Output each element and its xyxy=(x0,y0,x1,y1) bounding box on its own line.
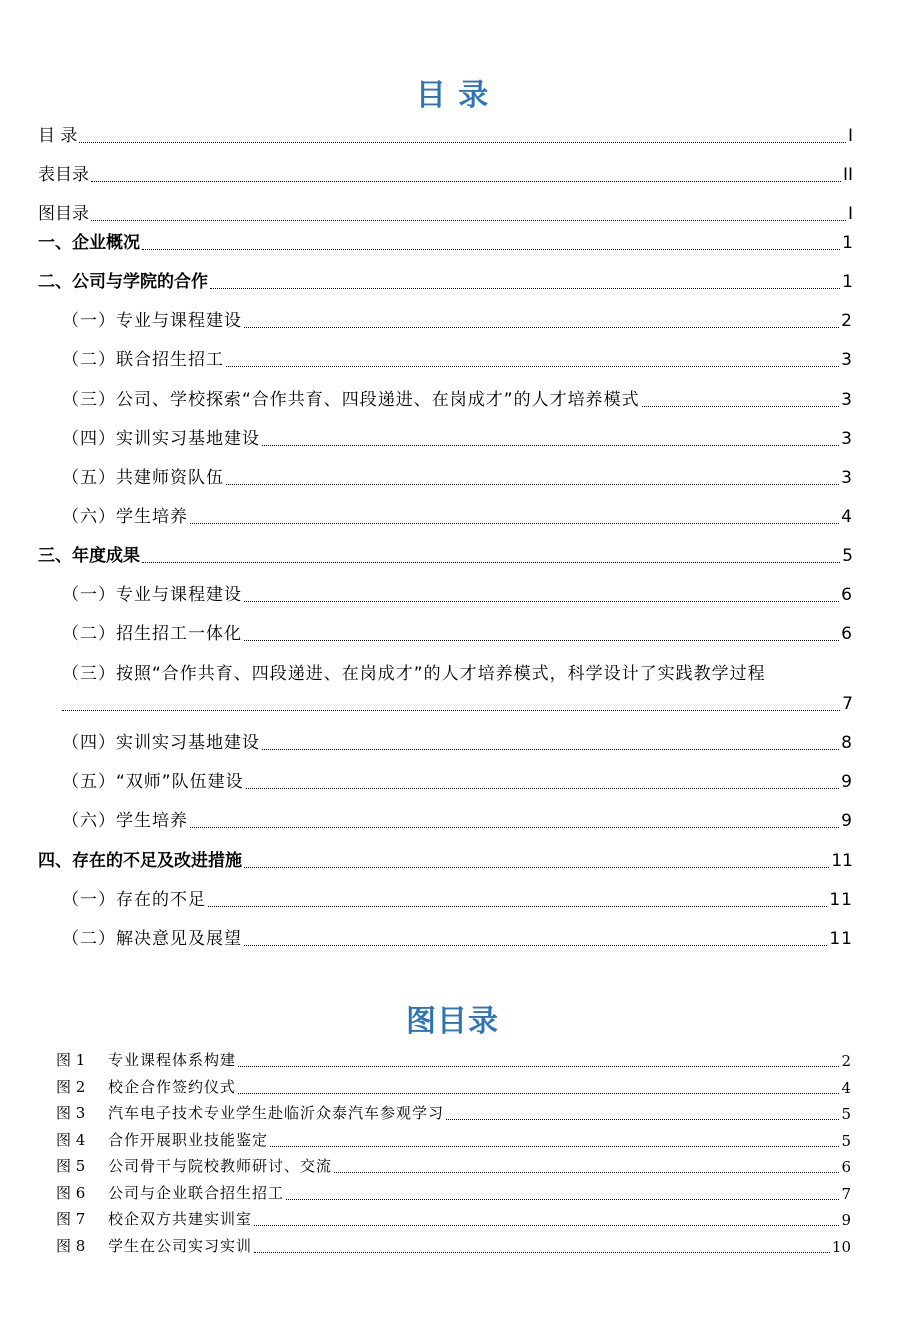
toc-entry-page: 1 xyxy=(842,272,853,292)
toc-entry-page: 11 xyxy=(829,929,853,949)
figure-page: 6 xyxy=(841,1158,851,1176)
figure-entry[interactable] xyxy=(56,1046,851,1070)
toc-entry[interactable] xyxy=(38,538,853,566)
figure-caption: 公司与企业联合招生招工 xyxy=(108,1183,285,1202)
toc-entry-page: I xyxy=(847,126,853,146)
leader-dots xyxy=(254,1224,839,1226)
figure-page: 10 xyxy=(831,1237,851,1256)
leader-dots xyxy=(270,1145,839,1147)
figure-page: 4 xyxy=(841,1078,851,1097)
toc-entry-label: （五）“双师”队伍建设 xyxy=(62,772,244,792)
leader-dots xyxy=(246,787,840,789)
toc-entry-label: （四）实训实习基地建设 xyxy=(62,733,260,753)
leader-dots xyxy=(446,1118,839,1120)
figure-caption: 汽车电子技术专业学生赴临沂众泰汽车参观学习 xyxy=(108,1104,445,1122)
leader-dots xyxy=(91,180,841,182)
leader-dots xyxy=(238,1092,839,1094)
leader-dots xyxy=(79,141,846,143)
toc-entry-page: 9 xyxy=(841,772,853,792)
toc-entry-label: 三、年度成果 xyxy=(38,546,140,566)
toc-entry-label: 四、存在的不足及改进措施 xyxy=(38,851,242,871)
toc-entry[interactable] xyxy=(62,303,853,331)
figure-number: 图 8 xyxy=(56,1236,86,1255)
toc-entry[interactable] xyxy=(62,460,853,488)
figure-list-title: 图目录 xyxy=(406,1004,499,1039)
toc-entry-page: 3 xyxy=(841,468,853,488)
leader-dots xyxy=(334,1171,839,1173)
toc-entry-label: （六）学生培养 xyxy=(62,811,188,831)
figure-number: 图 3 xyxy=(56,1104,86,1122)
leader-dots xyxy=(254,1251,830,1253)
toc-entry[interactable] xyxy=(38,196,853,224)
toc-entry-label: （二）解决意见及展望 xyxy=(62,929,242,949)
toc-entry[interactable] xyxy=(62,803,853,831)
toc-entry-label: （二）招生招工一体化 xyxy=(62,624,242,644)
toc-entry[interactable] xyxy=(62,499,853,527)
leader-dots xyxy=(226,365,839,367)
leader-dots xyxy=(226,483,839,485)
figure-page: 2 xyxy=(841,1052,851,1070)
toc-entry-page: 6 xyxy=(841,585,853,605)
toc-entry[interactable] xyxy=(62,882,853,910)
toc-entry-page: 3 xyxy=(841,429,853,449)
toc-entry-page: 3 xyxy=(841,390,853,410)
figure-caption: 专业课程体系构建 xyxy=(108,1051,237,1069)
figure-page: 9 xyxy=(841,1211,851,1229)
leader-dots xyxy=(286,1198,839,1200)
toc-entry-label: （一）专业与课程建设 xyxy=(62,585,242,605)
toc-entry-page: 8 xyxy=(841,733,853,753)
figure-entry[interactable] xyxy=(56,1179,851,1203)
figure-caption: 公司骨干与院校教师研讨、交流 xyxy=(108,1157,333,1175)
toc-title: 目 录 xyxy=(415,78,490,113)
toc-entry-page: 5 xyxy=(842,546,853,566)
figure-caption: 学生在公司实习实训 xyxy=(108,1236,253,1255)
leader-dots xyxy=(262,444,839,446)
figure-entry[interactable] xyxy=(56,1205,851,1229)
toc-entry-page: I xyxy=(847,204,853,224)
leader-dots xyxy=(208,905,827,907)
leader-dots xyxy=(190,522,839,524)
toc-entry[interactable] xyxy=(62,725,853,753)
toc-entry-page: 1 xyxy=(842,233,853,253)
leader-dots xyxy=(244,600,839,602)
toc-entry-page: 9 xyxy=(841,811,853,831)
figure-page: 5 xyxy=(841,1105,851,1123)
leader-dots xyxy=(190,826,839,828)
toc-entry[interactable] xyxy=(38,843,853,871)
leader-dots xyxy=(210,287,840,289)
toc-entry-label: （二）联合招生招工 xyxy=(62,350,224,370)
figure-page: 5 xyxy=(841,1131,851,1150)
toc-entry-page: 7 xyxy=(842,694,853,714)
toc-entry[interactable] xyxy=(62,421,853,449)
toc-entry[interactable] xyxy=(62,921,853,949)
toc-entry[interactable] xyxy=(62,342,853,370)
leader-dots xyxy=(262,748,839,750)
toc-entry-label: 一、企业概况 xyxy=(38,233,140,253)
toc-entry-label: （四）实训实习基地建设 xyxy=(62,429,260,449)
toc-entry[interactable] xyxy=(62,764,853,792)
figure-caption: 校企双方共建实训室 xyxy=(108,1210,253,1228)
toc-entry[interactable] xyxy=(62,382,853,410)
leader-dots xyxy=(642,405,840,407)
figure-page: 7 xyxy=(841,1184,851,1203)
figure-entry[interactable] xyxy=(56,1126,851,1150)
toc-entry-label: 目 录 xyxy=(38,126,78,146)
toc-entry-label: （一）专业与课程建设 xyxy=(62,311,242,331)
toc-entry-page: 6 xyxy=(841,624,853,644)
toc-entry[interactable] xyxy=(38,118,853,146)
figure-number: 图 6 xyxy=(56,1183,86,1202)
leader-dots xyxy=(238,1065,839,1067)
toc-entry[interactable] xyxy=(38,264,853,292)
toc-entry-continuation[interactable] xyxy=(60,686,853,714)
toc-entry-label: 图目录 xyxy=(38,204,89,224)
figure-number: 图 7 xyxy=(56,1210,86,1228)
toc-entry[interactable] xyxy=(62,656,853,684)
figure-number: 图 2 xyxy=(56,1077,86,1096)
figure-number: 图 4 xyxy=(56,1130,86,1149)
figure-entry[interactable] xyxy=(56,1073,851,1097)
figure-number: 图 1 xyxy=(56,1051,86,1069)
toc-entry[interactable] xyxy=(62,577,853,605)
toc-entry-page: 3 xyxy=(841,350,853,370)
figure-entry[interactable] xyxy=(56,1099,851,1123)
toc-entry-label: （五）共建师资队伍 xyxy=(62,468,224,488)
leader-dots xyxy=(244,866,829,868)
leader-dots xyxy=(142,248,840,250)
figure-entry[interactable] xyxy=(56,1232,851,1256)
toc-entry-page: 11 xyxy=(829,890,853,910)
toc-entry-label: 二、公司与学院的合作 xyxy=(38,272,208,292)
leader-dots xyxy=(62,709,840,711)
figure-number: 图 5 xyxy=(56,1157,86,1175)
leader-dots xyxy=(244,944,827,946)
toc-entry-page: 2 xyxy=(841,311,853,331)
toc-entry-label: （一）存在的不足 xyxy=(62,890,206,910)
figure-caption: 合作开展职业技能鉴定 xyxy=(108,1130,269,1149)
toc-entry-label: 表目录 xyxy=(38,165,89,185)
toc-entry-label: （三）公司、学校探索“合作共育、四段递进、在岗成才”的人才培养模式 xyxy=(62,390,640,410)
leader-dots xyxy=(244,326,839,328)
toc-entry-page: 11 xyxy=(831,851,853,871)
figure-entry[interactable] xyxy=(56,1152,851,1176)
toc-entry[interactable] xyxy=(38,225,853,253)
toc-entry-label: （六）学生培养 xyxy=(62,507,188,527)
toc-entry[interactable] xyxy=(62,616,853,644)
leader-dots xyxy=(142,561,840,563)
leader-dots xyxy=(91,219,846,221)
leader-dots xyxy=(244,639,839,641)
toc-entry-page: 4 xyxy=(841,507,853,527)
toc-entry-label: （三）按照“合作共育、四段递进、在岗成才”的人才培养模式，科学设计了实践教学过程 xyxy=(62,664,766,684)
figure-caption: 校企合作签约仪式 xyxy=(108,1077,237,1096)
toc-entry-page: II xyxy=(842,165,853,185)
toc-entry[interactable] xyxy=(38,157,853,185)
